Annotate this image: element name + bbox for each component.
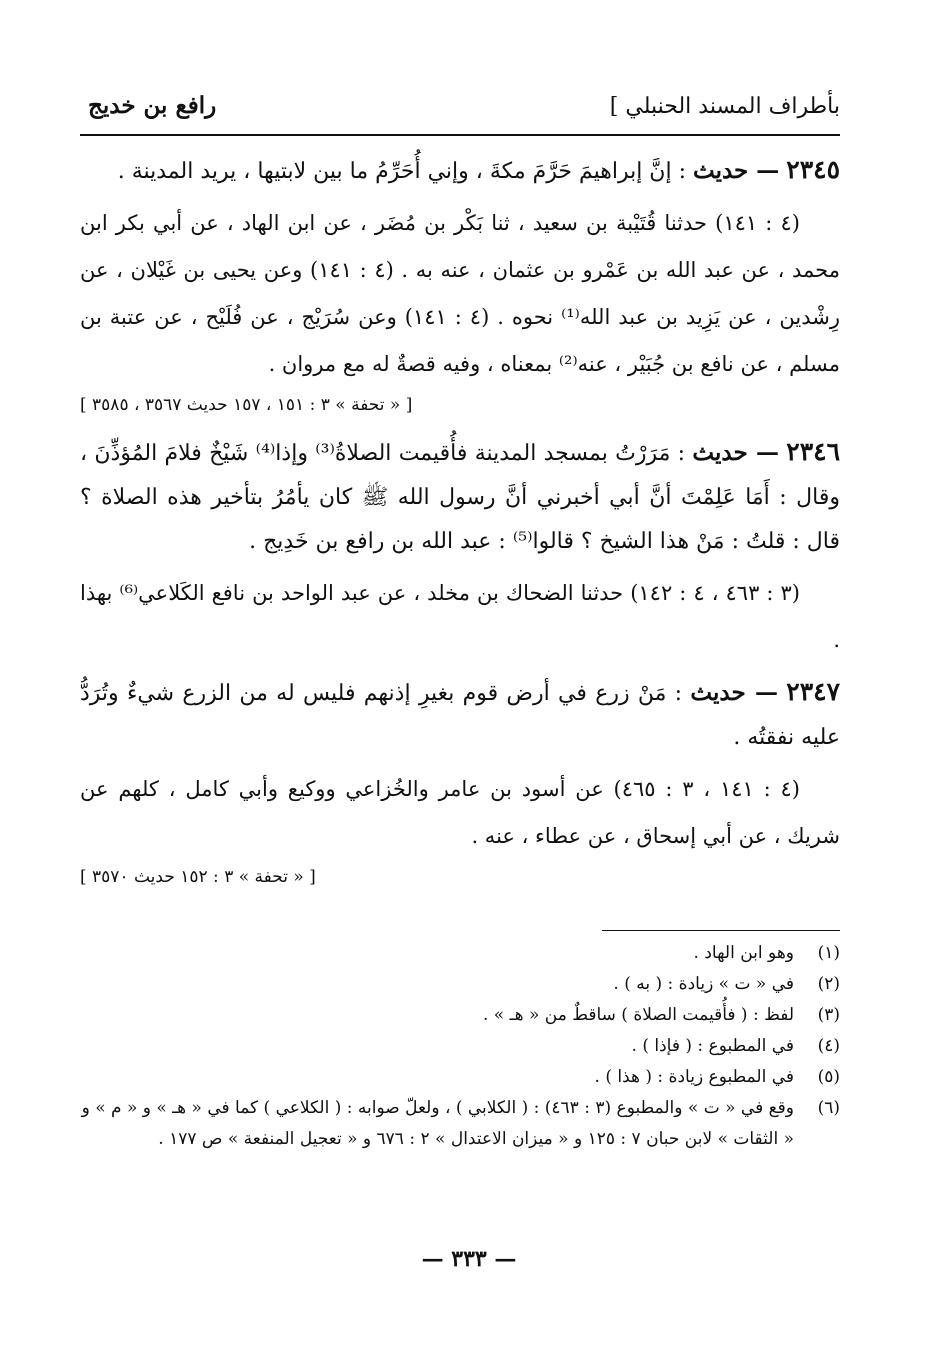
footnote-text: وهو ابن الهاد . xyxy=(693,943,794,963)
hadith-list xyxy=(80,148,840,902)
footnote-number: (٦) xyxy=(817,1098,840,1118)
hadith-number: ٢٣٤٦ xyxy=(786,437,840,466)
footnotes xyxy=(80,938,840,1155)
footnote xyxy=(80,1093,840,1155)
hadith-entry xyxy=(80,430,840,664)
hadith-matn: ٢٣٤٥ — حديث : إنَّ إبراهيمَ حَرَّمَ مكةَ ، وإني أُحَرِّمُ ما بين لابتيها ، يريد المدينة . xyxy=(117,155,840,184)
section-title: رافع بن خديج xyxy=(88,92,217,119)
hadith-isnad: (٣ : ٤٦٣ ، ٤ : ١٤٢) حدثنا الضحاك بن مخلد ، عن عبد الواحد بن نافع الكَلاعي⁽⁶⁾ بهذا . xyxy=(80,581,840,652)
hadith-isnad: (٤ : ١٤١ ، ٣ : ٤٦٥) عن أسود بن عامر والخُزاعي ووكيع وأبي كامل ، كلهم عن شريك ، عن أبي إسحاق ، عن عطاء ، عنه . xyxy=(80,777,840,848)
tuhfa-reference: [ « تحفة » ٣ : ١٥٢ حديث ٣٥٧٠ ] xyxy=(80,867,316,887)
tuhfa-reference: [ « تحفة » ٣ : ١٥١ ، ١٥٧ حديث ٣٥٦٧ ، ٣٥٨٥ ] xyxy=(80,395,413,415)
footnote-text: في المطبوع : ( فإذا ) . xyxy=(631,1036,794,1056)
hadith-text: : مَرَرْتُ بمسجد المدينة فأُقيمت الصلاةُ⁽³⁾ وإذا⁽⁴⁾ شَيْخٌ فلامَ المُؤذِّنَ ، وقال : أَمَا عَلِمْتَ أنَّ أبي أخبرني أنَّ رسول الله ﷺ كان يأمُرُ بتأخير هذه الصلاة ؟ قال : قلتُ : مَنْ هذا الشيخ ؟ قالوا⁽⁵⁾ : عبد الله بن رافع بن خَدِيج . xyxy=(80,441,840,554)
hadith-matn: ٢٣٤٧ — حديث : مَنْ زرع في أرض قوم بغيرِ إذنهم فليس له من الزرع شيءٌ وتُرَدُّ عليه نفقتُه . xyxy=(80,677,840,750)
running-title: بأطراف المسند الحنبلي ] xyxy=(609,94,840,119)
header-rule xyxy=(80,134,840,136)
footnote-number: (٤) xyxy=(817,1036,840,1056)
page-header xyxy=(80,92,840,132)
hadith-label: حديث xyxy=(690,679,746,706)
footnote-text: في « ت » زيادة : ( به ) . xyxy=(613,974,794,994)
footnote xyxy=(80,1031,840,1062)
footnote-rule xyxy=(602,930,840,931)
footnote-number: (٥) xyxy=(817,1067,840,1087)
footnote xyxy=(80,1062,840,1093)
footnote-number: (٢) xyxy=(817,974,840,994)
footnote-number: (١) xyxy=(817,943,840,963)
hadith-matn: ٢٣٤٦ — حديث : مَرَرْتُ بمسجد المدينة فأُقيمت الصلاةُ⁽³⁾ وإذا⁽⁴⁾ شَيْخٌ فلامَ المُؤذِّنَ ، وقال : أَمَا عَلِمْتَ أنَّ أبي أخبرني أنَّ رسول الله ﷺ كان يأمُرُ بتأخير هذه الصلاة ؟ قال : قلتُ : مَنْ هذا الشيخ ؟ قالوا⁽⁵⁾ : عبد الله بن رافع بن خَدِيج . xyxy=(80,437,840,554)
hadith-text: : إنَّ إبراهيمَ حَرَّمَ مكةَ ، وإني أُحَرِّمُ ما بين لابتيها ، يريد المدينة . xyxy=(117,159,686,184)
footnote xyxy=(80,1000,840,1031)
hadith-text: : مَنْ زرع في أرض قوم بغيرِ إذنهم فليس له من الزرع شيءٌ وتُرَدُّ عليه نفقتُه . xyxy=(80,681,840,750)
hadith-label: حديث xyxy=(692,157,749,184)
hadith-number: ٢٣٤٧ xyxy=(786,677,840,706)
hadith-isnad: (٤ : ١٤١) حدثنا قُتَيْبة بن سعيد ، ثنا بَكْر بن مُضَر ، عن ابن الهاد ، عن أبي بكر ابن محمد ، عن عبد الله بن عَمْرو بن عثمان ، عنه به . (٤ : ١٤١) وعن يحيى بن غَيْلان ، عن رِشْدين ، عن يَزِيد بن عبد الله⁽¹⁾ نحوه . (٤ : ١٤١) وعن سُرَيْج ، عن فُلَيْح ، عن عتبة بن مسلم ، عن نافع بن جُبَيْر ، عنه⁽²⁾ بمعناه ، وفيه قصةٌ له مع مروان . xyxy=(80,211,840,376)
hadith-label: حديث xyxy=(692,439,748,466)
footnote-text: في المطبوع زيادة : ( هذا ) . xyxy=(594,1067,794,1087)
footnote-text: وقع في « ت » والمطبوع (٣ : ٤٦٣) : ( الكلابي ) ، ولعلّ صوابه : ( الكلاعي ) كما في « هـ » و « م » و « الثقات » لابن حبان ٧ : ١٢٥ و « ميزان الاعتدال » ٢ : ٦٧٦ و « تعجيل المنفعة » ص ١٧٧ . xyxy=(81,1098,794,1149)
footnote-number: (٣) xyxy=(817,1005,840,1025)
page-number: — ٣٣٣ — xyxy=(421,1246,517,1272)
footnote-text: لفظ : ( فأُقيمت الصلاة ) ساقطٌ من « هـ » . xyxy=(482,1005,794,1025)
footnote xyxy=(80,969,840,1000)
footnote xyxy=(80,938,840,969)
hadith-entry xyxy=(80,670,840,894)
hadith-entry xyxy=(80,148,840,422)
hadith-number: ٢٣٤٥ xyxy=(786,155,840,184)
